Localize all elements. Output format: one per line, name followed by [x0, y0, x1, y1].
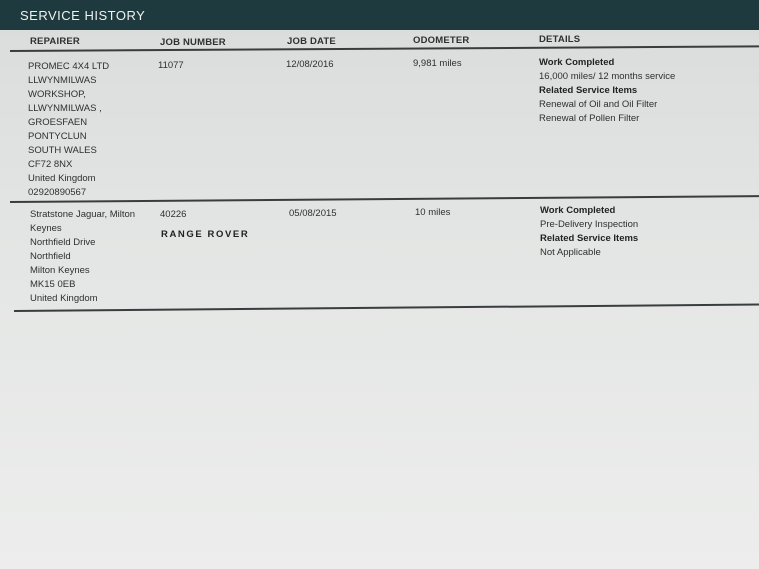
repairer-line: 02920890567	[28, 187, 87, 198]
repairer-line: LLWYNMILWAS	[28, 75, 97, 86]
job-date: 12/08/2016	[286, 59, 334, 70]
work-completed-value: Pre-Delivery Inspection	[540, 219, 639, 230]
related-item: Not Applicable	[540, 247, 601, 258]
column-header-odometer: ODOMETER	[413, 35, 470, 46]
job-number: 40226	[160, 209, 187, 220]
work-completed-label: Work Completed	[539, 57, 615, 68]
page-title: SERVICE HISTORY	[0, 0, 759, 30]
work-completed-label: Work Completed	[540, 205, 616, 216]
repairer-address	[30, 208, 135, 306]
repairer-line: GROESFAEN	[28, 117, 88, 128]
column-header-job-date: JOB DATE	[287, 36, 336, 47]
related-item: Renewal of Oil and Oil Filter	[539, 99, 658, 110]
related-items-label: Related Service Items	[539, 85, 638, 96]
work-completed-value: 16,000 miles/ 12 months service	[539, 71, 676, 82]
repairer-line: PROMEC 4X4 LTD	[28, 61, 110, 72]
repairer-line: MK15 0EB	[30, 279, 76, 290]
job-date: 05/08/2015	[289, 208, 337, 219]
related-items-label: Related Service Items	[540, 233, 639, 244]
repairer-address	[28, 60, 109, 200]
column-header-job-number: JOB NUMBER	[160, 37, 226, 48]
job-number: 11077	[158, 60, 184, 71]
service-details	[540, 204, 638, 260]
repairer-line: Keynes	[30, 223, 62, 234]
odometer-value: 9,981 miles	[413, 58, 462, 69]
related-item: Renewal of Pollen Filter	[539, 113, 640, 124]
repairer-line: United Kingdom	[28, 173, 96, 184]
repairer-line: WORKSHOP,	[28, 89, 86, 100]
repairer-line: Milton Keynes	[30, 265, 90, 276]
odometer-value: 10 miles	[415, 207, 451, 218]
column-header-details: DETAILS	[539, 34, 581, 45]
repairer-line: PONTYCLUN	[28, 131, 87, 142]
service-details	[539, 56, 675, 126]
repairer-line: Stratstone Jaguar, Milton	[30, 209, 136, 220]
repairer-line: Northfield	[30, 251, 71, 262]
repairer-line: SOUTH WALES	[28, 145, 97, 156]
repairer-line: LLWYNMILWAS ,	[28, 103, 102, 114]
repairer-line: United Kingdom	[30, 293, 98, 304]
column-header-repairer: REPAIRER	[30, 36, 80, 47]
range-rover-logo: RANGE ROVER	[161, 229, 250, 240]
row-divider	[10, 195, 759, 202]
repairer-line: Northfield Drive	[30, 237, 96, 248]
repairer-line: CF72 8NX	[28, 159, 73, 170]
